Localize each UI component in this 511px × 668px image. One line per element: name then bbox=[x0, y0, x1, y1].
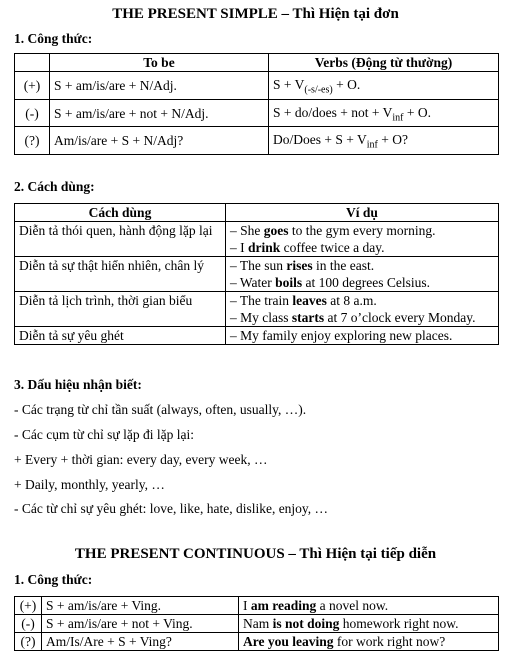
example-line: – The train leaves at 8 a.m. bbox=[230, 293, 377, 308]
usage-preference-examples bbox=[226, 327, 499, 345]
present-simple-title: THE PRESENT SIMPLE – Thì Hiện tại đơn bbox=[112, 6, 399, 22]
sign-negative: (-) bbox=[15, 99, 50, 127]
table-header-empty bbox=[15, 54, 50, 72]
simple-formula-heading: 1. Công thức: bbox=[14, 31, 93, 46]
example-line: – My family enjoy exploring new places. bbox=[230, 328, 453, 343]
tobe-negative: S + am/is/are + not + N/Adj. bbox=[50, 99, 269, 127]
tobe-positive: S + am/is/are + N/Adj. bbox=[50, 72, 269, 100]
sign-line: - Các trạng từ chỉ tần suất (always, often, usually, …). bbox=[14, 402, 307, 417]
cont-example-question: Are you leaving for work right now? bbox=[239, 633, 499, 651]
tobe-question: Am/is/are + S + N/Adj? bbox=[50, 127, 269, 155]
example-line: – My class starts at 7 o’clock every Monday. bbox=[230, 310, 476, 325]
cont-sign-positive: (+) bbox=[15, 597, 42, 615]
sign-positive: (+) bbox=[15, 72, 50, 100]
cont-formula-positive: S + am/is/are + Ving. bbox=[42, 597, 239, 615]
cont-sign-question: (?) bbox=[15, 633, 42, 651]
sign-line: + Every + thời gian: every day, every week, … bbox=[14, 452, 268, 467]
simple-usage-heading: 2. Cách dùng: bbox=[14, 179, 95, 194]
usage-habit: Diễn tả thói quen, hành động lặp lại bbox=[15, 222, 226, 257]
table-header-verbs: Verbs (Động từ thường) bbox=[269, 54, 499, 72]
sign-line: - Các từ chỉ sự yêu ghét: love, like, hate, dislike, enjoy, … bbox=[14, 501, 329, 516]
cont-formula-question: Am/Is/Are + S + Ving? bbox=[42, 633, 239, 651]
usage-truth: Diễn tả sự thật hiển nhiên, chân lý bbox=[15, 257, 226, 292]
sign-line: - Các cụm từ chỉ sự lặp đi lặp lại: bbox=[14, 427, 194, 442]
cont-sign-negative: (-) bbox=[15, 615, 42, 633]
verb-question: Do/Does + $S + V_{inf} + O$? bbox=[269, 127, 499, 155]
usage-header-use: Cách dùng bbox=[15, 204, 226, 222]
simple-formula-table bbox=[14, 53, 499, 155]
example-line: – Water boils at 100 degrees Celsius. bbox=[230, 275, 431, 290]
example-line: – I drink coffee twice a day. bbox=[230, 240, 385, 255]
usage-truth-examples bbox=[226, 257, 499, 292]
verb-negative: S + do/does + not + $V_{inf} + O$. bbox=[269, 99, 499, 127]
usage-habit-examples bbox=[226, 222, 499, 257]
simple-signs-heading: 3. Dấu hiệu nhận biết: bbox=[14, 377, 142, 392]
usage-header-example: Ví dụ bbox=[226, 204, 499, 222]
example-line: – The sun rises in the east. bbox=[230, 258, 375, 273]
simple-usage-table bbox=[14, 203, 499, 345]
usage-schedule: Diễn tả lịch trình, thời gian biểu bbox=[15, 292, 226, 327]
cont-formula-negative: S + am/is/are + not + Ving. bbox=[42, 615, 239, 633]
usage-schedule-examples bbox=[226, 292, 499, 327]
present-continuous-title: THE PRESENT CONTINUOUS – Thì Hiện tại tiếp diễn bbox=[74, 546, 437, 562]
sign-line: + Daily, monthly, yearly, … bbox=[14, 477, 165, 492]
usage-preference: Diễn tả sự yêu ghét bbox=[15, 327, 226, 345]
cont-example-positive: I am reading a novel now. bbox=[239, 597, 499, 615]
continuous-table bbox=[14, 596, 499, 651]
continuous-formula-heading: 1. Công thức: bbox=[14, 572, 93, 587]
cont-example-negative: Nam is not doing homework right now. bbox=[239, 615, 499, 633]
table-header-tobe: To be bbox=[50, 54, 269, 72]
example-line: – She goes to the gym every morning. bbox=[230, 223, 436, 238]
sign-question: (?) bbox=[15, 127, 50, 155]
verb-positive: $S + V_{(-s/-es)} + O$. bbox=[269, 72, 499, 100]
